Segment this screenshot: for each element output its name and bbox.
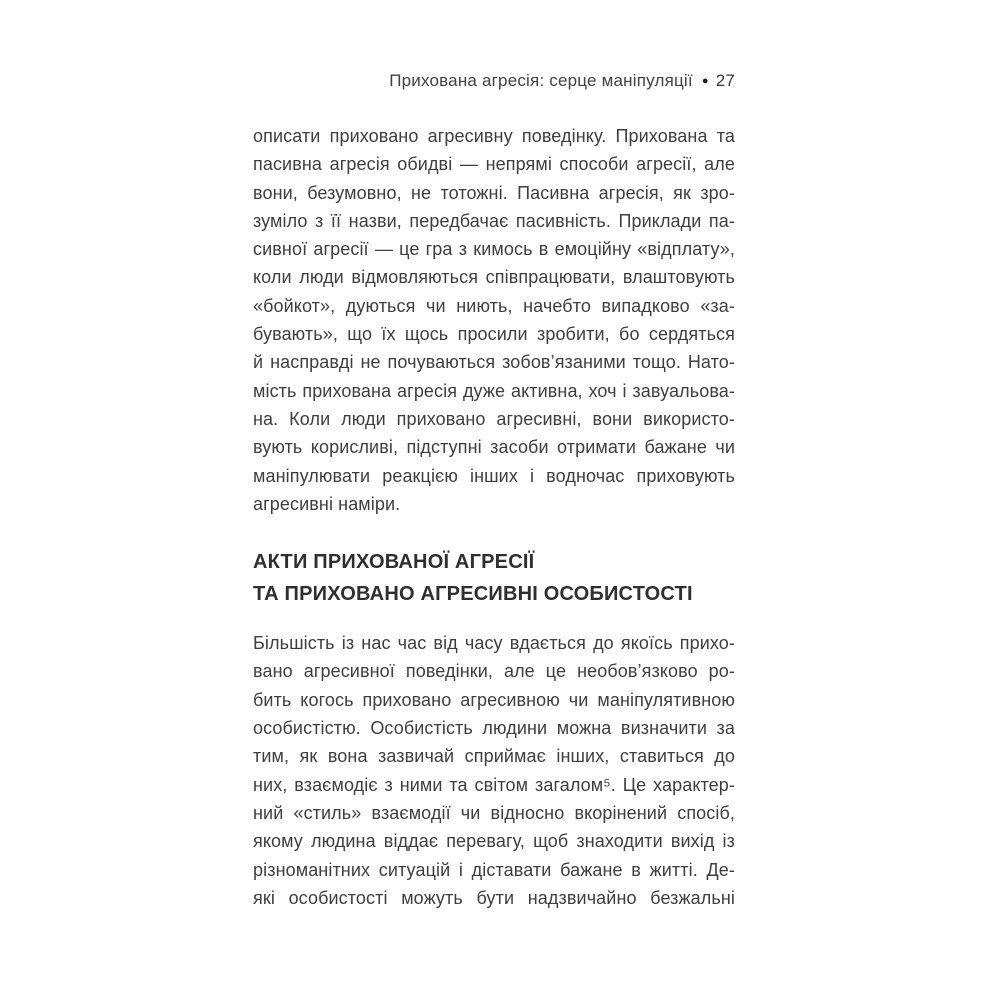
running-header (253, 70, 735, 92)
text-line: бить когось приховано агресивною чи маніпулятивною (253, 689, 735, 710)
text-line: Більшість із нас час від часу вдається до якоїсь прихо- (253, 633, 735, 654)
text-line: якому людина віддає перевагу, щоб знаходити вихід із (253, 831, 735, 852)
text-line: зуміло з її назви, передбачає пасивність. Приклади па- (253, 210, 735, 231)
text-line: вони, безумовно, не тотожні. Пасивна агресія, як зро- (253, 182, 735, 203)
text-line: описати приховано агресивну поведінку. Прихована та (253, 126, 735, 146)
section-heading-line: АКТИ ПРИХОВАНОЇ АГРЕСІЇ (253, 551, 535, 574)
section-heading (253, 546, 735, 610)
text-line: тим, як вона зазвичай сприймає інших, ставиться до (253, 746, 735, 767)
text-line: на. Коли люди приховано агресивні, вони використо- (253, 408, 735, 429)
text-line: особистістю. Особистість людини можна визначити за (253, 718, 735, 739)
text-line: мість прихована агресія дуже активна, хоч і завуальова- (253, 380, 735, 401)
text-line: сивної агресії — це гра з кимось в емоційну «відплату», (253, 239, 735, 260)
section-heading-line: ТА ПРИХОВАНО АГРЕСИВНІ ОСОБИСТОСТІ (253, 583, 693, 606)
paragraph-covert-vs-passive (253, 122, 735, 518)
text-line: коли люди відмовляються співпрацювати, влаштовують (253, 267, 735, 288)
text-line: «бойкот», дуються чи ниють, начебто випадково «за- (253, 295, 735, 316)
text-line: різноманітних ситуацій і діставати бажане в житті. Де- (253, 859, 735, 880)
text-line: агресивні наміри. (253, 493, 401, 514)
text-line: них, взаємодіє з ними та світом загалом⁵. Це характер- (253, 774, 735, 795)
paragraph-acts-of-covert-aggression (253, 629, 735, 912)
text-line: ний «стиль» взаємодії чи відносно вкорінений спосіб, (253, 802, 735, 823)
text-line: вано агресивної поведінки, але це необов’язково ро- (253, 661, 735, 682)
text-line: які особистості можуть бути надзвичайно безжальні (253, 887, 735, 908)
page-number: 27 (715, 71, 735, 90)
text-column (253, 70, 735, 912)
text-line: бувають», що їх щось просили зробити, бо сердяться (253, 324, 735, 345)
bullet-separator-icon: ● (701, 75, 709, 87)
text-line: маніпулювати реакцією інших і водночас приховують (253, 465, 735, 486)
text-line: й насправді не почуваються зобов’язаними тощо. Нато- (253, 352, 735, 373)
text-line: пасивна агресія обидві — непрямі способи агресії, але (253, 154, 735, 175)
text-line: вують корисливі, підступні засоби отримати бажане чи (253, 437, 735, 458)
running-title: Прихована агресія: серце маніпуляції (389, 71, 693, 90)
